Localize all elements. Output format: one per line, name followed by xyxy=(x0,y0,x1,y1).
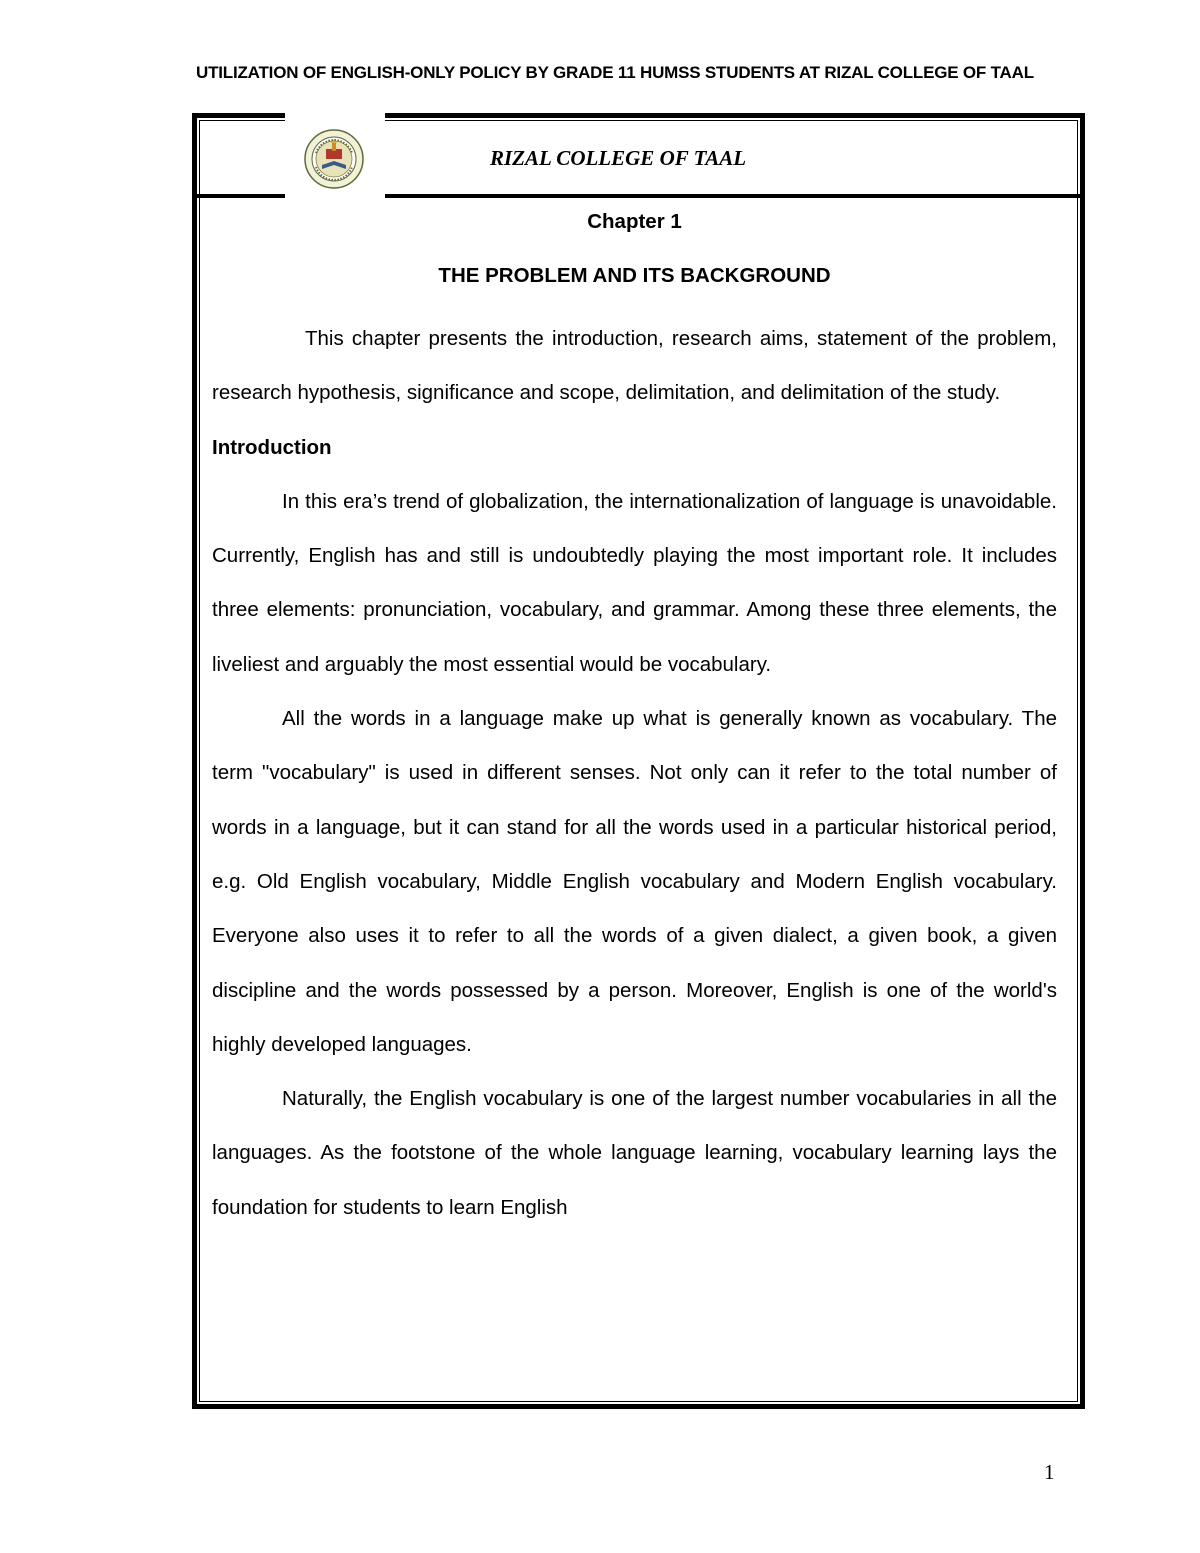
chapter-title: THE PROBLEM AND ITS BACKGROUND xyxy=(438,264,831,287)
page-content xyxy=(212,204,1057,1235)
college-name: RIZAL COLLEGE OF TAAL xyxy=(490,146,747,170)
college-banner xyxy=(197,118,1080,198)
running-header: UTILIZATION OF ENGLISH-ONLY POLICY BY GRADE 11 HUMSS STUDENTS AT RIZAL COLLEGE OF TAAL xyxy=(196,63,1034,82)
section-heading-introduction: Introduction xyxy=(212,435,332,459)
school-seal-icon xyxy=(304,129,364,189)
chapter-overview-paragraph: This chapter presents the introduction, research aims, statement of the problem, research hypothesis, significance and scope, delimitation, and delimitation of the study. xyxy=(212,327,1057,405)
body-paragraph: Naturally, the English vocabulary is one of the largest number vocabularies in all the languages. As the footstone of the whole language learning, vocabulary learning lays the foundation for students to learn English xyxy=(212,1087,1057,1219)
body-paragraph: In this era’s trend of globalization, the internationalization of language is unavoidable. Currently, English has and still is undoubtedly playing the most important role. It includes three elements: pronunciation, vocabulary, and grammar. Among these three elements, the liveliest and arguably the most essential would be vocabulary. xyxy=(212,489,1057,676)
page-number: 1 xyxy=(1044,1460,1055,1484)
body-paragraph: All the words in a language make up what is generally known as vocabulary. The term "vocabulary" is used in different senses. Not only can it refer to the total number of words in a language, but it can stand for all the words used in a particular historical period, e.g. Old English vocabulary, Middle English vocabulary and Modern English vocabulary. Everyone also uses it to refer to all the words of a given dialect, a given book, a given discipline and the words possessed by a person. Moreover, English is one of the world's highly developed languages. xyxy=(212,707,1057,1056)
chapter-number: Chapter 1 xyxy=(587,210,682,233)
